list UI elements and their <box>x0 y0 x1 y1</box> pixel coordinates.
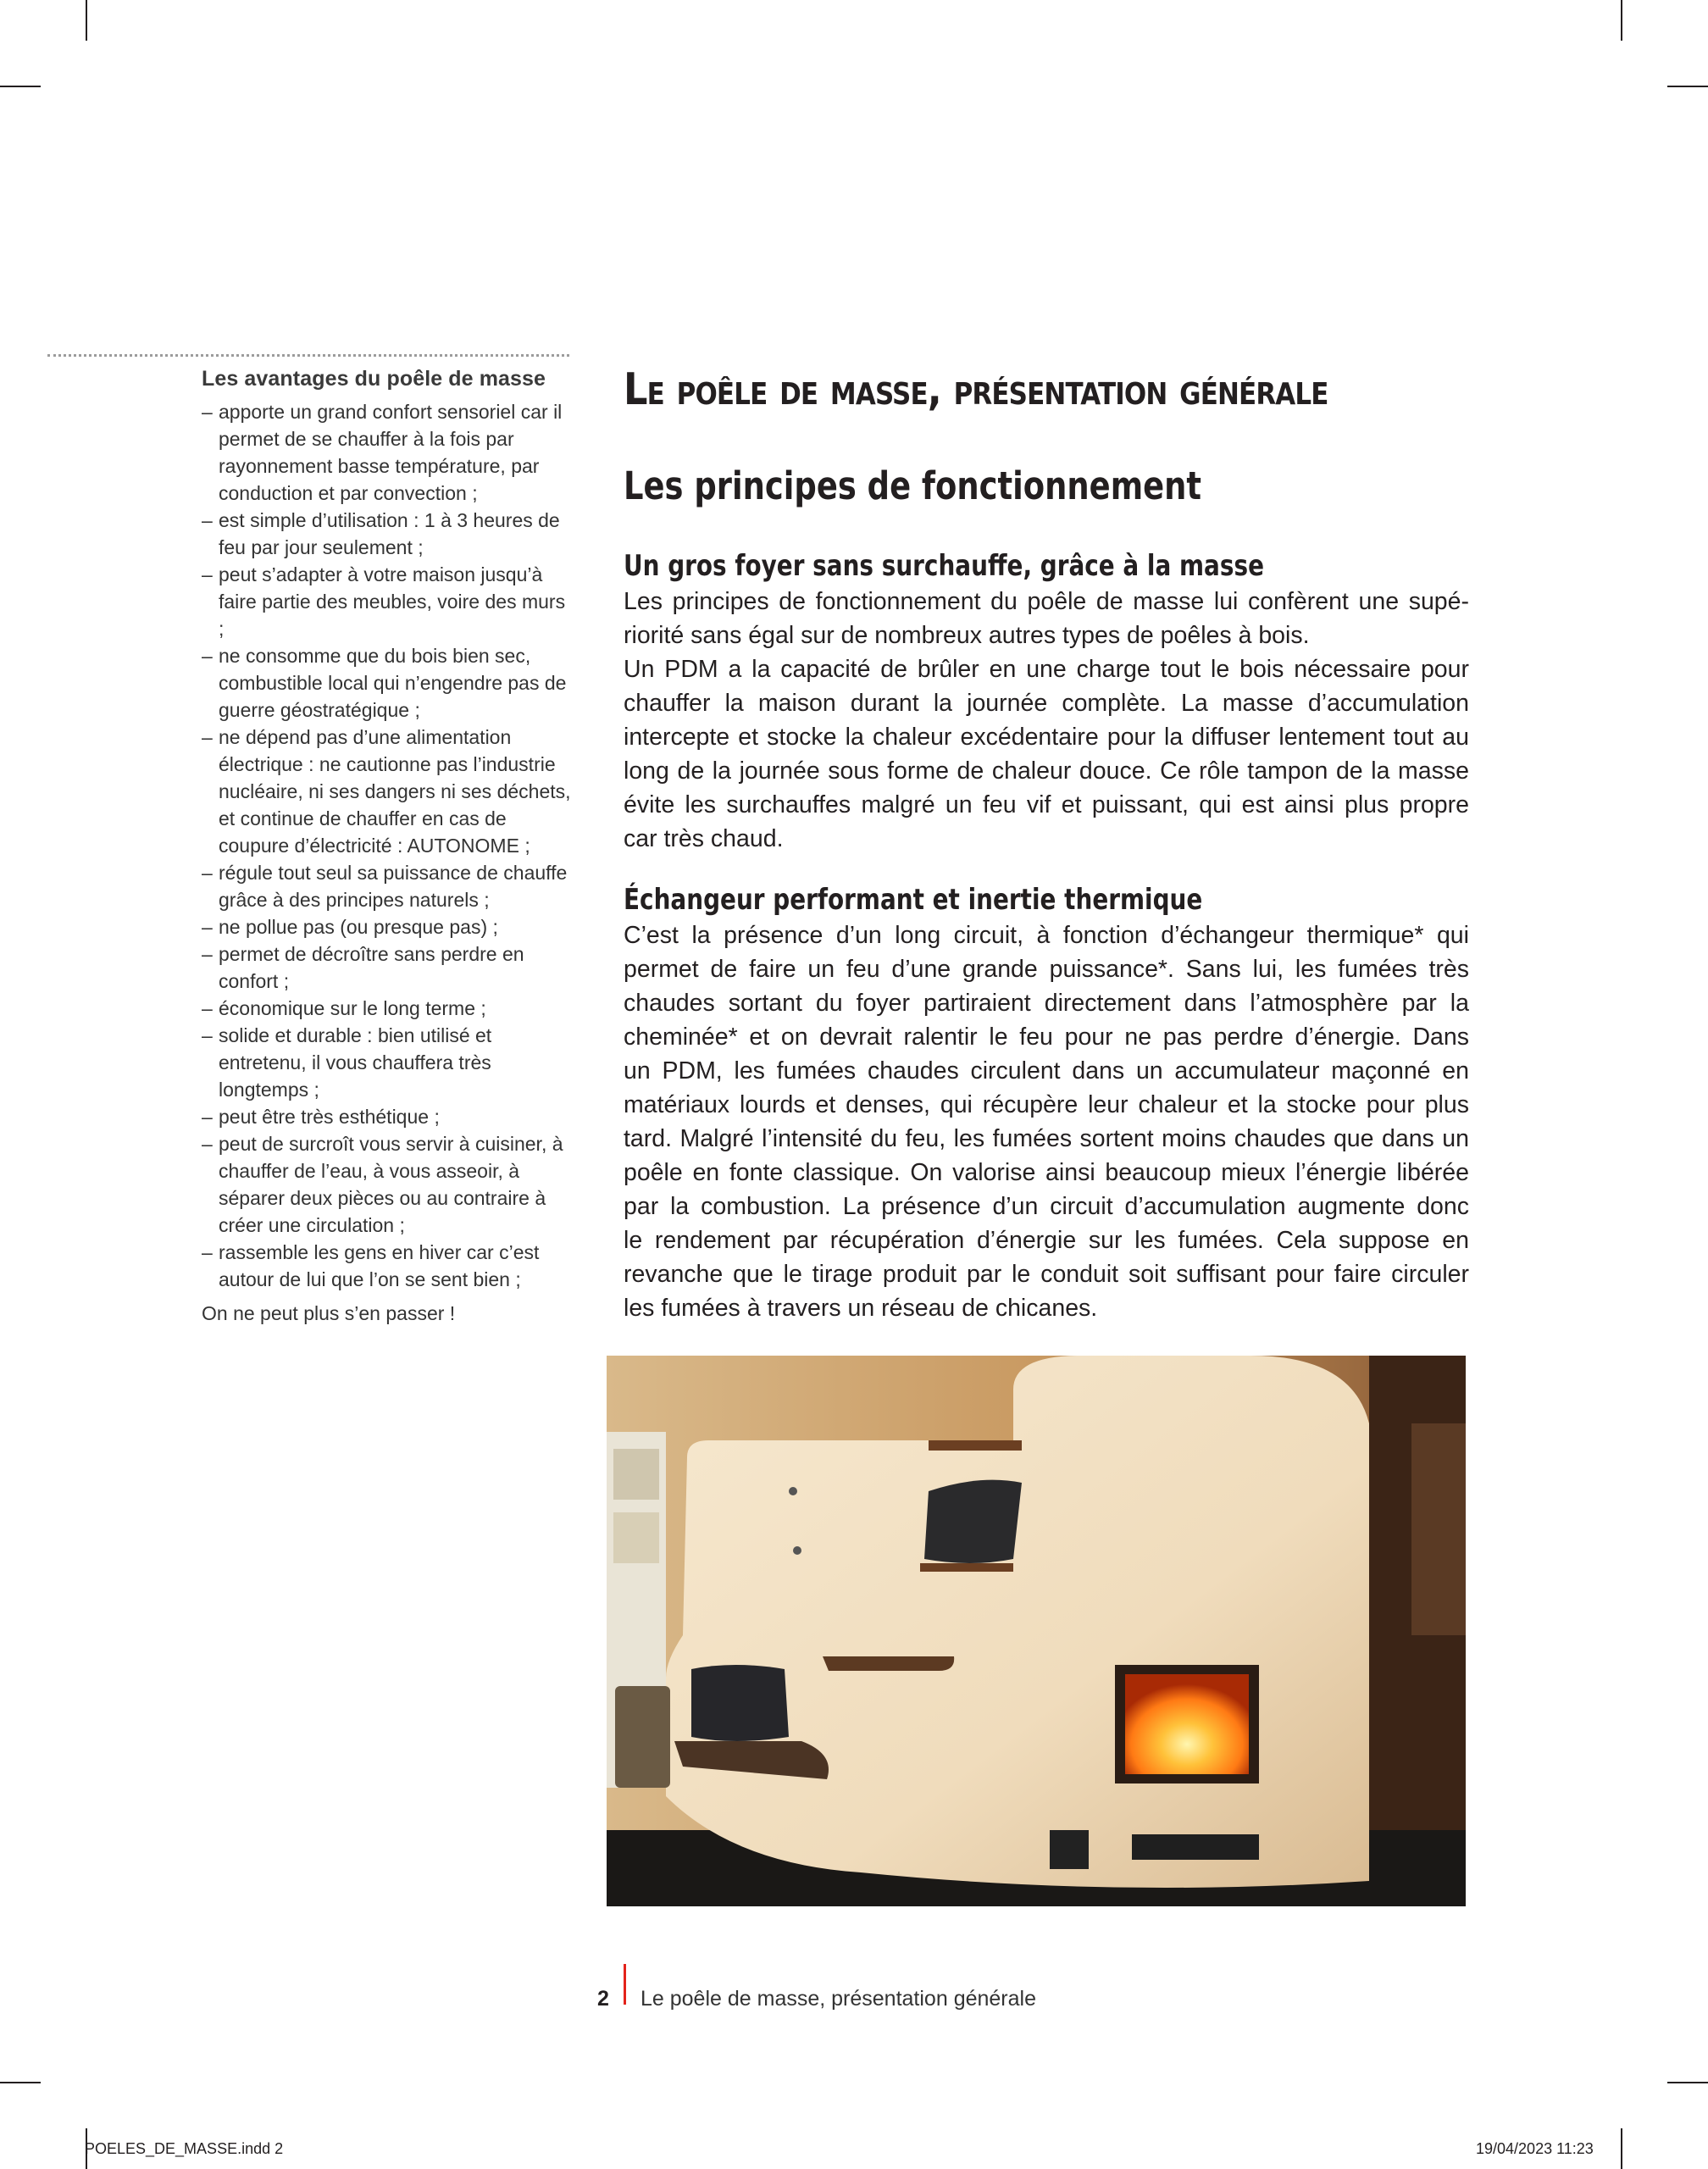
slug-filename: POELES_DE_MASSE.indd 2 <box>85 2140 284 2157</box>
page-number: 2 <box>597 1987 609 2011</box>
text-line: matériaux lourds et denses, qui récupère leur chaleur et la stocke pour plus <box>624 1091 1469 1118</box>
list-item: – peut s’adapter à votre maison jusqu’à faire partie des meubles, voire des murs ; <box>202 561 574 642</box>
ledge <box>929 1440 1022 1451</box>
cushion <box>691 1665 789 1741</box>
masonry-stove-photo <box>607 1356 1466 1906</box>
text-line: évite les surchauffes malgré un feu vif et puissant, qui est ainsi plus propre <box>624 791 1469 818</box>
cabinet-shelf <box>613 1512 659 1563</box>
ash-vent <box>1132 1834 1259 1860</box>
crop-mark <box>0 2082 41 2083</box>
cabinet-shelf <box>613 1449 659 1500</box>
list-item: – peut être très esthétique ; <box>202 1103 574 1130</box>
text-line: C’est la présence d’un long circuit, à fonction d’échangeur thermique* qui <box>624 922 1469 949</box>
sidebar-advantages <box>202 364 574 1327</box>
running-head: Le poêle de masse, présentation générale <box>640 1987 1036 2011</box>
text-line: intercepte et stocke la chaleur excédentaire pour la diffuser lentement tout au <box>624 724 1469 751</box>
text-line: riorité sans égal sur de nombreux autres types de poêles à bois. <box>624 622 1310 649</box>
ledge <box>920 1563 1013 1572</box>
cushion <box>924 1480 1022 1563</box>
list-item: – économique sur le long terme ; <box>202 995 574 1022</box>
sidebar-closing: On ne peut plus s’en passer ! <box>202 1302 456 1324</box>
list-item: – régule tout seul sa puissance de chauffe grâce à des principes naturels ; <box>202 859 574 913</box>
text-line: par la combustion. La présence d’un circuit d’accumulation augmente donc <box>624 1193 1469 1220</box>
slug-date: 19/04/2023 11:23 <box>1476 2140 1594 2157</box>
subsection-title: Échangeur performant et inertie thermique <box>624 883 1203 917</box>
crop-mark <box>1667 86 1708 87</box>
text-line: poêle en fonte classique. On valorise ainsi beaucoup mieux l’énergie libérée <box>624 1159 1469 1186</box>
list-item: – rassemble les gens en hiver car c’est autour de lui que l’on se sent bien ; <box>202 1239 574 1293</box>
text-line: revanche que le tirage produit par le conduit soit suffisant pour faire circuler <box>624 1261 1469 1288</box>
list-item: – ne consomme que du bois bien sec, combustible local qui n’engendre pas de guerre géostratégique ; <box>202 642 574 724</box>
crop-mark <box>1667 2082 1708 2083</box>
text-line: les fumées à travers un réseau de chicanes. <box>624 1295 1098 1322</box>
basket <box>615 1686 670 1788</box>
crop-mark <box>0 86 41 87</box>
text-line: long de la journée sous forme de chaleur douce. Ce rôle tampon de la masse <box>624 757 1469 785</box>
section-title: Les principes de fonctionnement <box>624 463 1202 508</box>
text-line: Les principes de fonctionnement du poêle de masse lui confèrent une supé- <box>624 588 1469 615</box>
text-line: car très chaud. <box>624 825 784 852</box>
list-item: – peut de surcroît vous servir à cuisiner, à chauffer de l’eau, à vous asseoir, à séparer deux pièces ou au contraire à créer une circulation ; <box>202 1130 574 1239</box>
air-control-knob <box>793 1546 801 1555</box>
masonry-stove-illustration <box>607 1356 1466 1906</box>
text-line: le rendement par récupération d’énergie sur les fumées. Cela suppose en <box>624 1227 1469 1254</box>
list-item: – ne pollue pas (ou presque pas) ; <box>202 913 574 940</box>
text-line: cheminée* et on devrait ralentir le feu pour ne pas perdre d’énergie. Dans <box>624 1023 1469 1051</box>
list-item: – solide et durable : bien utilisé et entretenu, il vous chauffera très longtemps ; <box>202 1022 574 1103</box>
list-item: – apporte un grand confort sensoriel car il permet de se chauffer à la fois par rayonnement basse température, par conduction et par convection ; <box>202 398 574 507</box>
main-column <box>624 342 1469 1325</box>
text-line: Un PDM a la capacité de brûler en une charge tout le bois nécessaire pour <box>624 656 1469 683</box>
body-paragraph <box>624 918 1469 1325</box>
page-title: Le poêle de masse, présentation générale <box>624 364 1328 415</box>
text-line: chauffer la maison durant la journée complète. La masse d’accumulation <box>624 690 1469 717</box>
text-line: un PDM, les fumées chaudes circulent dans un accumulateur maçonné en <box>624 1057 1469 1084</box>
air-control-knob <box>789 1487 797 1495</box>
text-line: permet de faire un feu d’une grande puissance*. Sans lui, les fumées très <box>624 956 1469 983</box>
ash-door <box>1050 1830 1089 1869</box>
list-item: – permet de décroître sans perdre en confort ; <box>202 940 574 995</box>
crop-mark <box>1621 2128 1622 2169</box>
ledge <box>823 1656 954 1671</box>
body-paragraph <box>624 585 1469 856</box>
crop-mark <box>86 0 87 41</box>
list-item: – ne dépend pas d’une alimentation électrique : ne cautionne pas l’industrie nucléaire, ni ses dangers ni ses déchets, et continue de chauffer en cas de coupure d’électricité : AUTONOME ; <box>202 724 574 859</box>
advantages-list <box>202 398 574 1293</box>
fire <box>1125 1674 1249 1774</box>
list-item: – est simple d’utilisation : 1 à 3 heures de feu par jour seulement ; <box>202 507 574 561</box>
folio-divider <box>624 1964 626 2005</box>
subsection-title: Un gros foyer sans surchauffe, grâce à la masse <box>624 549 1264 583</box>
text-line: chaudes sortant du foyer partiraient directement dans l’atmosphère par la <box>624 990 1469 1017</box>
text-line: tard. Malgré l’intensité du feu, les fumées sortent moins chaudes que dans un <box>624 1125 1469 1152</box>
crop-mark <box>1621 0 1622 41</box>
sidebar-divider <box>47 354 569 357</box>
sidebar-title: Les avantages du poêle de masse <box>202 367 546 391</box>
